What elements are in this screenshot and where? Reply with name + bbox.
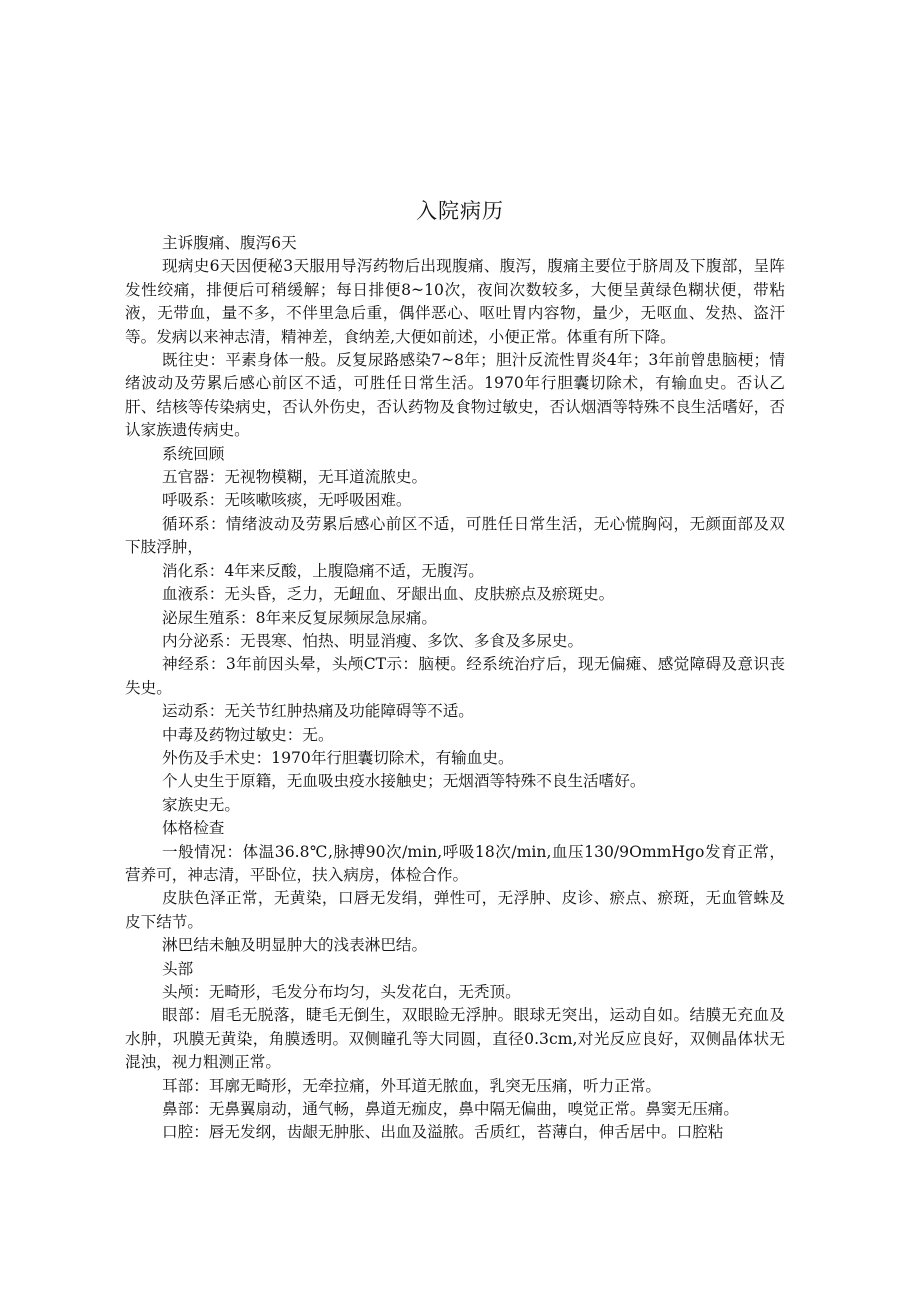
exam-lymph: 淋巴结未触及明显肿大的浅表淋巴结。	[162, 936, 428, 955]
exam-eyes: 眼部：眉毛无脱落，睫毛无倒生，双眼睑无浮肿。眼球无突出，运动自如。结膜无充血及水肿，巩膜无黄染，角膜透明。双侧瞳孔等大同圆，直径0.3cm,对光反应良好，双侧晶体状无混浊，视力粗测正常。	[125, 1006, 785, 1072]
exam-ears: 耳部：耳廓无畸形，无牵拉痛，外耳道无脓血，乳突无压痛，听力正常。	[162, 1076, 662, 1095]
review-poisoning-allergy: 中毒及药物过敏史：无。	[162, 725, 334, 744]
review-digestive: 消化系：4年来反酸，上腹隐痛不适，无腹泻。	[162, 561, 484, 580]
review-nervous: 神经系：3年前因头晕，头颅CT示：脑梗。经系统治疗后，现无偏瘫、感觉障碍及意识丧失史。	[125, 655, 785, 697]
family-history: 家族史无。	[162, 795, 240, 814]
personal-history: 个人史生于原籍，无血吸虫疫水接触史；无烟酒等特殊不良生活嗜好。	[162, 772, 646, 791]
review-endocrine: 内分泌系：无畏寒、怕热、明显消瘦、多饮、多食及多尿史。	[162, 631, 584, 650]
section-heading-system-review: 系统回顾	[162, 444, 225, 463]
past-history: 既往史：平素身体一般。反复尿路感染7~8年；胆汁反流性胃炎4年；3年前曾患脑梗；情绪波动及劳累后感心前区不适，可胜任日常生活。1970年行胆囊切除术，有输血史。否认乙肝、结核等传染病史，否认外伤史，否认药物及食物过敏史，否认烟酒等特殊不良生活嗜好，否认家族遗传病史。	[125, 351, 785, 440]
review-respiratory: 呼吸系：无咳嗽咳痰，无呼吸困难。	[162, 491, 412, 510]
section-heading-head: 头部	[162, 959, 194, 978]
history-present-illness: 现病史6天因便秘3天服用导泻药物后出现腹痛、腹泻，腹痛主要位于脐周及下腹部，呈阵发性绞痛，排便后可稍缓解；每日排便8~10次，夜间次数较多，大便呈黄绿色糊状便，带粘液，无带血，量不多，不伴里急后重，偶伴恶心、呕吐胃内容物，量少，无呕血、发热、盗汗等。发病以来神志清，精神差，食纳差,大便如前述，小便正常。体重有所下降。	[125, 257, 785, 346]
exam-skull: 头颅：无畸形，毛发分布均匀，头发花白，无秃顶。	[162, 983, 521, 1001]
review-urogenital: 泌尿生殖系：8年来反复尿频尿急尿痛。	[162, 608, 438, 627]
review-trauma-surgery: 外伤及手术史：1970年行胆囊切除术，有输血史。	[162, 748, 514, 767]
chief-complaint: 主诉腹痛、腹泻6天	[162, 234, 297, 252]
review-ent: 五官器：无视物模糊，无耳道流脓史。	[162, 468, 428, 487]
exam-skin: 皮肤色泽正常，无黄染，口唇无发绢，弹性可，无浮肿、皮诊、瘀点、瘀斑，无血管蛛及皮下结节。	[125, 889, 785, 931]
section-heading-physical-exam: 体格检查	[162, 819, 225, 838]
review-motor: 运动系：无关节红肿热痛及功能障碍等不适。	[162, 702, 474, 721]
exam-general: 一般情况：体温36.8℃,脉搏90次/min,呼吸18次/min,血压130/9OmmHgo发育正常，营养可，神志清，平卧位，扶入病房，体检合作。	[125, 842, 785, 884]
exam-mouth: 口腔：唇无发纲，齿龈无肿胀、出血及溢脓。舌质红，苔薄白，伸舌居中。口腔粘	[162, 1123, 724, 1142]
document-body	[125, 232, 785, 1145]
review-blood: 血液系：无头昏，乏力，无衄血、牙龈出血、皮肤瘀点及瘀斑史。	[162, 585, 615, 604]
review-circulatory: 循环系：情绪波动及劳累后感心前区不适，可胜任日常生活，无心慌胸闷，无颜面部及双下肢浮肿，	[125, 514, 785, 557]
document-title: 入院病历	[416, 199, 504, 223]
exam-nose: 鼻部：无鼻翼扇动，通气畅，鼻道无痂皮，鼻中隔无偏曲，嗅觉正常。鼻窦无压痛。	[162, 1100, 739, 1119]
